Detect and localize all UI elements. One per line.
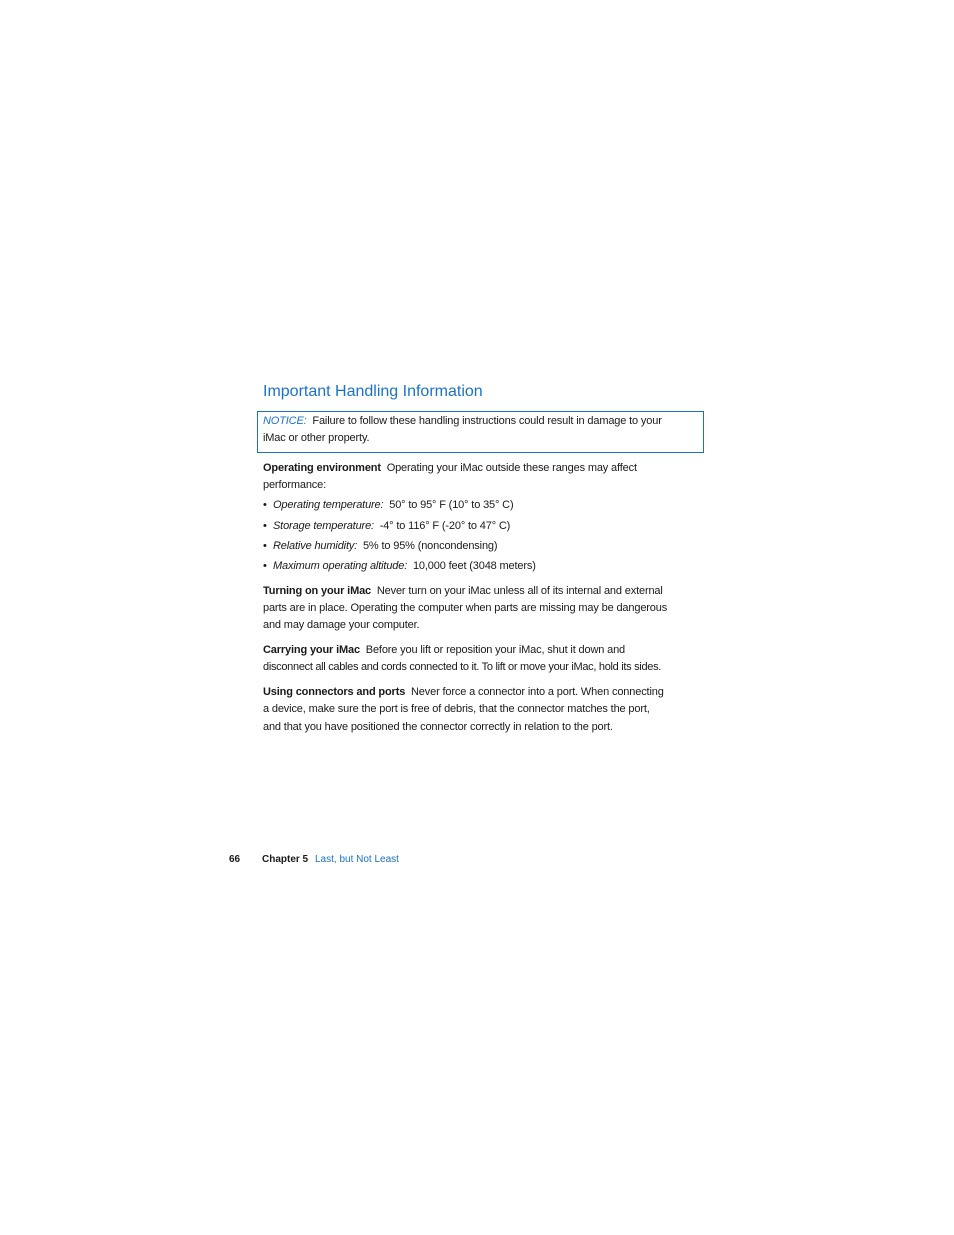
paragraph-heading: Operating environment <box>263 462 381 474</box>
bullet: • <box>263 499 267 511</box>
list-item <box>273 519 510 533</box>
list-item-value: 10,000 feet (3048 meters) <box>412 560 536 572</box>
paragraph-text: Before you lift or reposition your iMac, shut it down and <box>365 644 626 656</box>
paragraph-line <box>263 685 664 699</box>
paragraph-heading: Carrying your iMac <box>263 644 360 656</box>
list-item-label: Operating temperature: <box>273 499 384 511</box>
list-item-label: Maximum operating altitude: <box>273 560 408 572</box>
list-item <box>273 539 497 553</box>
paragraph-text: Operating your iMac outside these ranges may affect <box>386 462 637 474</box>
paragraph-heading: Using connectors and ports <box>263 686 406 698</box>
list-item <box>273 498 513 512</box>
paragraph-text: Never force a connector into a port. When connecting <box>411 686 664 698</box>
bullet: • <box>263 520 267 532</box>
paragraph-line: and that you have positioned the connector correctly in relation to the port. <box>263 721 613 733</box>
paragraph-line: performance: <box>263 479 327 491</box>
paragraph-line: parts are in place. Operating the computer when parts are missing may be dangerous <box>263 602 668 614</box>
list-item <box>273 559 536 573</box>
notice-text: Failure to follow these handling instructions could result in damage to your <box>312 415 662 427</box>
notice-line: iMac or other property. <box>263 432 370 444</box>
notice-line <box>263 414 662 428</box>
list-item-label: Storage temperature: <box>273 520 374 532</box>
paragraph-text: Never turn on your iMac unless all of its internal and external <box>376 585 663 597</box>
paragraph-line: disconnect all cables and cords connected to it. To lift or move your iMac, hold its sides. <box>263 661 662 673</box>
notice-label: NOTICE: <box>263 415 307 427</box>
bullet: • <box>263 560 267 572</box>
list-item-value: 5% to 95% (noncondensing) <box>362 540 498 552</box>
page-number: 66 <box>229 854 241 865</box>
paragraph-line <box>263 643 625 657</box>
paragraph-line: and may damage your computer. <box>263 619 420 631</box>
paragraph-line <box>263 461 637 475</box>
section-title: Important Handling Information <box>263 383 483 400</box>
list-item-value: 50° to 95° F (10° to 35° C) <box>389 499 514 511</box>
list-item-label: Relative humidity: <box>273 540 358 552</box>
list-item-value: -4° to 116° F (-20° to 47° C) <box>379 520 511 532</box>
footer-chapter: Chapter 5 <box>262 854 309 865</box>
paragraph-line <box>263 584 663 598</box>
bullet: • <box>263 540 267 552</box>
paragraph-heading: Turning on your iMac <box>263 585 372 597</box>
paragraph-line: a device, make sure the port is free of debris, that the connector matches the port, <box>263 703 650 715</box>
footer-chapter-title: Last, but Not Least <box>315 854 399 865</box>
